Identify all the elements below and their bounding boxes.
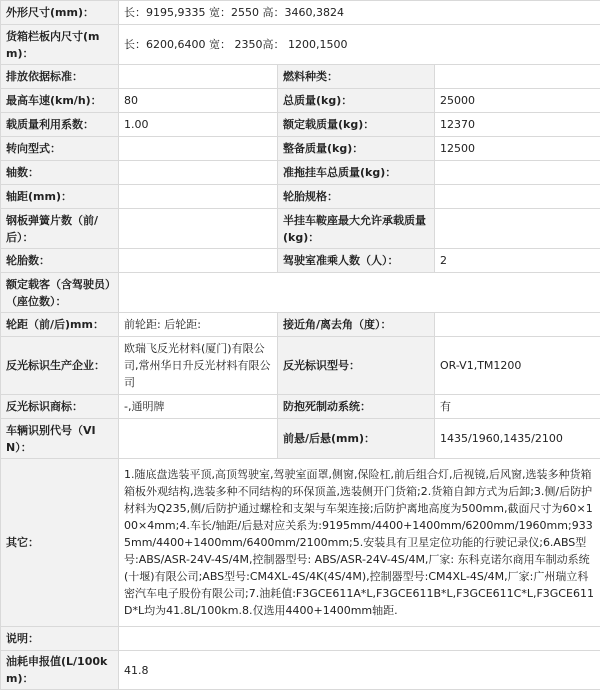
label-rated-passengers: 额定载客（含驾驶员）（座位数）： (1, 273, 119, 313)
row-other (1, 459, 600, 627)
label-notes: 说明： (1, 627, 119, 651)
value-dimensions: 长：9195,9335 宽：2550 高：3460,3824 (119, 1, 600, 25)
label-approach-angle: 接近角/离去角（度）： (278, 313, 435, 337)
row-tires (1, 249, 600, 273)
row-emission (1, 65, 600, 89)
label-fuel-consumption: 油耗申报值(L/100km)： (1, 651, 119, 690)
value-other: 1.随底盘选装平顶,高顶驾驶室,驾驶室面罩,侧窗,保险杠,前后组合灯,后视镜,后风窗,选装多种货箱箱板外观结构,选装多种不同结构的环保顶盖,选装侧开门货箱;2.货箱自卸方式为后卸;3.侧/后防护材料为Q235,侧/后防护通过螺栓和支架与车架连接;后防护离地高度为500mm,截面尺寸为60×100×4mm;4.车长/轴距/后悬对应关系为:9195mm/4400+1400mm/6200mm/1960mm;9335mm/4400+1400mm/6400mm/2100mm;5.安装具有卫星定位功能的行驶记录仪;6.ABS型号:ABS/ASR-24V-4S/4M,控制器型号: ABS/ASR-24V-4S/4M,厂家: 东科克诺尔商用车制动系统(十堰)有限公司;ABS型号:CM4XL-4S/4K(4S/4M),控制器型号:CM4XL-4S/4M,厂家:广州瑞立科密汽车电子股份有限公司;7.油耗值:F3GCE611A*L,F3GCE611B*L,F3GCE611C*L,F3GCE611D*L均为41.8L/100km.8.仅选用4400+1400mm轴距. (119, 459, 600, 627)
label-emission: 排放依据标准： (1, 65, 119, 89)
label-fuel-type: 燃料种类： (278, 65, 435, 89)
label-cab-seats: 驾驶室准乘人数（人）： (278, 249, 435, 273)
label-cargo-box: 货箱栏板内尺寸(mm)： (1, 25, 119, 65)
value-wheelbase (119, 185, 278, 209)
value-vin (119, 419, 278, 459)
row-reflector-maker (1, 337, 600, 395)
row-notes (1, 627, 600, 651)
value-overhang: 1435/1960,1435/2100 (435, 419, 600, 459)
row-dimensions (1, 1, 600, 25)
label-total-mass: 总质量(kg)： (278, 89, 435, 113)
label-reflector-model: 反光标识型号： (278, 337, 435, 395)
row-steering (1, 137, 600, 161)
label-axle-count: 轴数： (1, 161, 119, 185)
label-steering: 转向型式： (1, 137, 119, 161)
label-wheelbase: 轴距(mm)： (1, 185, 119, 209)
value-tire-spec (435, 185, 600, 209)
value-rated-passengers (119, 273, 600, 313)
value-curb-mass: 12500 (435, 137, 600, 161)
label-vin: 车辆识别代号（VIN）： (1, 419, 119, 459)
value-emission (119, 65, 278, 89)
label-trailer-mass: 准拖挂车总质量(kg)： (278, 161, 435, 185)
row-wheelbase (1, 185, 600, 209)
label-track-width: 轮距（前/后)mm： (1, 313, 119, 337)
value-reflector-maker: 欧瑞飞反光材料(厦门)有限公司,常州华日升反光材料有限公司 (119, 337, 278, 395)
value-cargo-box: 长：6200,6400 宽： 2350高： 1200,1500 (119, 25, 600, 65)
value-track-width: 前轮距: 后轮距: (119, 313, 278, 337)
label-overhang: 前悬/后悬(mm)： (278, 419, 435, 459)
value-fuel-consumption: 41.8 (119, 651, 600, 690)
value-leaf-springs (119, 209, 278, 249)
value-trailer-mass (435, 161, 600, 185)
row-reflector-brand (1, 395, 600, 419)
label-abs: 防抱死制动系统： (278, 395, 435, 419)
value-tire-count (119, 249, 278, 273)
value-load-factor: 1.00 (119, 113, 278, 137)
label-tire-spec: 轮胎规格： (278, 185, 435, 209)
row-springs (1, 209, 600, 249)
row-axles (1, 161, 600, 185)
value-cab-seats: 2 (435, 249, 600, 273)
label-tire-count: 轮胎数： (1, 249, 119, 273)
label-other: 其它： (1, 459, 119, 627)
value-saddle-load (435, 209, 600, 249)
label-curb-mass: 整备质量(kg)： (278, 137, 435, 161)
row-load-factor (1, 113, 600, 137)
label-rated-load: 额定载质量(kg)： (278, 113, 435, 137)
row-vin (1, 419, 600, 459)
label-leaf-springs: 钢板弹簧片数（前/后）： (1, 209, 119, 249)
row-speed (1, 89, 600, 113)
label-dimensions: 外形尺寸(mm)： (1, 1, 119, 25)
label-load-factor: 载质量利用系数： (1, 113, 119, 137)
label-max-speed: 最高车速(km/h)： (1, 89, 119, 113)
value-abs: 有 (435, 395, 600, 419)
value-fuel-type (435, 65, 600, 89)
value-reflector-model: OR-V1,TM1200 (435, 337, 600, 395)
label-saddle-load: 半挂车鞍座最大允许承载质量(kg)： (278, 209, 435, 249)
row-cargo-box (1, 25, 600, 65)
value-rated-load: 12370 (435, 113, 600, 137)
value-approach-angle (435, 313, 600, 337)
value-steering (119, 137, 278, 161)
label-reflector-maker: 反光标识生产企业： (1, 337, 119, 395)
value-reflector-brand: -,通明牌 (119, 395, 278, 419)
value-total-mass: 25000 (435, 89, 600, 113)
value-max-speed: 80 (119, 89, 278, 113)
value-notes (119, 627, 600, 651)
row-track (1, 313, 600, 337)
label-reflector-brand: 反光标识商标： (1, 395, 119, 419)
value-axle-count (119, 161, 278, 185)
row-passengers (1, 273, 600, 313)
